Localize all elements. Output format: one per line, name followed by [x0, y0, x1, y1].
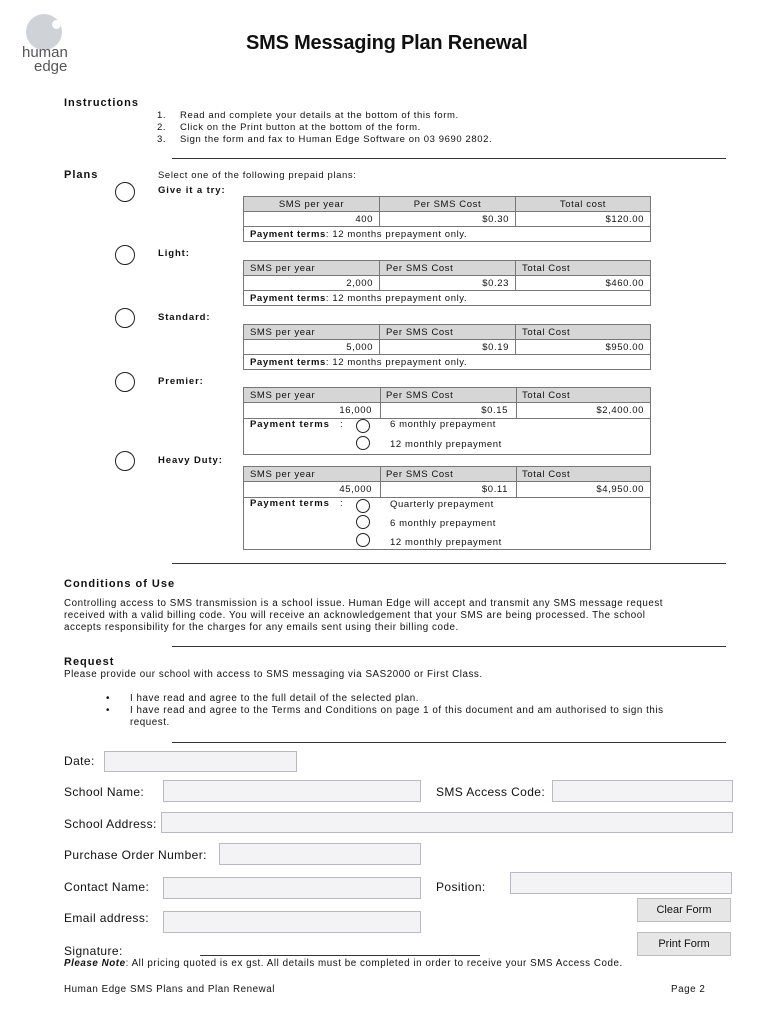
col-divider: [380, 388, 381, 418]
total-cost: $2,400.00: [596, 405, 644, 416]
conditions-line-2: received with a valid billing code. You will receive an acknowledgement that your SMS are being processed. The school: [64, 610, 646, 621]
signature-line: [200, 955, 480, 956]
divider: [172, 646, 726, 647]
bullet: •: [106, 705, 110, 716]
payment-terms-label: Payment terms: [250, 419, 330, 430]
col-header: Total cost: [516, 197, 651, 212]
payment-terms-label: Payment terms: [250, 292, 326, 304]
position-label: Position:: [436, 880, 486, 894]
conditions-heading: Conditions of Use: [64, 578, 176, 590]
payment-terms-label: Payment terms: [250, 498, 330, 509]
plan-radio-standard[interactable]: [115, 308, 135, 328]
per-sms-cost: $0.23: [380, 276, 516, 291]
request-bullet-2-cont: request.: [130, 717, 170, 728]
plan-table: [243, 466, 651, 550]
plan-radio-give-it-a-try[interactable]: [115, 182, 135, 202]
total-cost: $120.00: [516, 212, 651, 227]
page-title: SMS Messaging Plan Renewal: [246, 32, 528, 54]
conditions-line-1: Controlling access to SMS transmission is a school issue. Human Edge will accept and transmit any SMS message request: [64, 598, 664, 609]
plan-table: [243, 196, 651, 242]
per-sms-cost: $0.19: [380, 340, 516, 355]
position-input[interactable]: [510, 872, 732, 894]
col-header: SMS per year: [250, 390, 316, 401]
school-name-label: School Name:: [64, 785, 145, 799]
heavy-duty-quarterly-radio[interactable]: [356, 499, 370, 513]
per-sms-cost: $0.11: [481, 484, 508, 495]
col-divider: [516, 388, 517, 418]
school-address-input[interactable]: [161, 812, 733, 833]
print-form-button[interactable]: Print Form: [637, 932, 731, 956]
school-address-label: School Address:: [64, 817, 157, 831]
email-label: Email address:: [64, 911, 149, 925]
heavy-duty-6-monthly-radio[interactable]: [356, 515, 370, 529]
instruction-text-1: Read and complete your details at the bottom of this form.: [180, 110, 459, 121]
payment-terms-text: : 12 months prepayment only.: [325, 356, 468, 368]
col-header: Per SMS Cost: [380, 261, 516, 276]
plan-name: Heavy Duty:: [158, 455, 223, 466]
plan-radio-premier[interactable]: [115, 372, 135, 392]
plan-radio-heavy-duty[interactable]: [115, 451, 135, 471]
bullet: •: [106, 693, 110, 704]
po-number-label: Purchase Order Number:: [64, 848, 207, 862]
col-header: Total Cost: [516, 325, 651, 340]
col-header: SMS per year: [244, 261, 380, 276]
per-sms-cost: $0.15: [481, 405, 508, 416]
col-header: Total Cost: [522, 390, 571, 401]
logo-text-human: human: [22, 44, 68, 61]
conditions-line-3: accepts responsibility for the charges for any emails sent using their billing code.: [64, 622, 459, 633]
plan-radio-light[interactable]: [115, 245, 135, 265]
divider: [172, 158, 726, 159]
plan-name: Light:: [158, 248, 190, 259]
footer-left: Human Edge SMS Plans and Plan Renewal: [64, 984, 275, 995]
instruction-text-2: Click on the Print button at the bottom of the form.: [180, 122, 421, 133]
col-header: SMS per year: [250, 469, 316, 480]
payment-terms-colon: :: [340, 498, 344, 509]
po-number-input[interactable]: [219, 843, 421, 865]
plans-heading: Plans: [64, 169, 99, 181]
sms-per-year: 2,000: [244, 276, 380, 291]
request-bullet-2: I have read and agree to the Terms and Conditions on page 1 of this document and am authorised to sign this: [130, 705, 664, 716]
logo-mark-dot: [52, 20, 61, 29]
clear-form-button[interactable]: Clear Form: [637, 898, 731, 922]
payment-option: 6 monthly prepayment: [390, 518, 496, 529]
sms-per-year: 16,000: [339, 405, 372, 416]
sms-access-code-label: SMS Access Code:: [436, 785, 546, 799]
total-cost: $4,950.00: [596, 484, 644, 495]
col-header: Per SMS Cost: [386, 469, 454, 480]
note-text: : All pricing quoted is ex gst. All details must be completed in order to receive your SMS Access Code.: [125, 958, 623, 969]
sms-per-year: 400: [244, 212, 380, 227]
premier-12-monthly-radio[interactable]: [356, 436, 370, 450]
sms-access-code-input[interactable]: [552, 780, 733, 802]
school-name-input[interactable]: [163, 780, 421, 802]
email-input[interactable]: [163, 911, 421, 933]
col-header: Total Cost: [516, 261, 651, 276]
pricing-note: [64, 958, 623, 970]
sms-per-year: 5,000: [244, 340, 380, 355]
date-label: Date:: [64, 754, 95, 768]
instruction-text-3: Sign the form and fax to Human Edge Software on 03 9690 2802.: [180, 134, 493, 145]
premier-6-monthly-radio[interactable]: [356, 419, 370, 433]
instruction-num-1: 1.: [157, 110, 167, 121]
plan-name: Premier:: [158, 376, 204, 387]
plan-name: Give it a try:: [158, 185, 226, 196]
request-heading: Request: [64, 656, 115, 668]
plan-table: [243, 324, 651, 370]
request-intro: Please provide our school with access to SMS messaging via SAS2000 or First Class.: [64, 669, 483, 680]
payment-terms-label: Payment terms: [250, 356, 326, 368]
request-bullet-1: I have read and agree to the full detail of the selected plan.: [130, 693, 419, 704]
plan-table: [243, 260, 651, 306]
plans-intro: Select one of the following prepaid plans:: [158, 170, 357, 181]
sms-per-year: 45,000: [339, 484, 372, 495]
instructions-heading: Instructions: [64, 97, 139, 109]
instruction-num-2: 2.: [157, 122, 167, 133]
payment-option: 6 monthly prepayment: [390, 419, 496, 430]
divider: [172, 742, 726, 743]
payment-terms-colon: :: [340, 419, 344, 430]
logo-text-edge: edge: [34, 58, 68, 75]
col-header: Total Cost: [522, 469, 571, 480]
plan-name: Standard:: [158, 312, 211, 323]
col-header: SMS per year: [244, 325, 380, 340]
instruction-num-3: 3.: [157, 134, 167, 145]
payment-terms-label: Payment terms: [250, 228, 326, 240]
col-header: Per SMS Cost: [380, 197, 516, 212]
date-input[interactable]: [104, 751, 297, 772]
col-divider: [516, 467, 517, 497]
col-header: Per SMS Cost: [386, 390, 454, 401]
payment-terms-text: : 12 months prepayment only.: [325, 228, 468, 240]
payment-option: 12 monthly prepayment: [390, 439, 502, 450]
payment-option: 12 monthly prepayment: [390, 537, 502, 548]
heavy-duty-12-monthly-radio[interactable]: [356, 533, 370, 547]
divider: [172, 563, 726, 564]
total-cost: $460.00: [516, 276, 651, 291]
signature-label: Signature:: [64, 944, 123, 958]
contact-name-input[interactable]: [163, 877, 421, 899]
col-divider: [380, 467, 381, 497]
payment-terms-text: : 12 months prepayment only.: [325, 292, 468, 304]
per-sms-cost: $0.30: [380, 212, 516, 227]
col-header: SMS per year: [244, 197, 380, 212]
col-header: Per SMS Cost: [380, 325, 516, 340]
footer-page: Page 2: [671, 984, 706, 995]
total-cost: $950.00: [516, 340, 651, 355]
contact-name-label: Contact Name:: [64, 880, 150, 894]
plan-table: [243, 387, 651, 455]
payment-option: Quarterly prepayment: [390, 499, 494, 510]
note-label: Please Note: [64, 958, 126, 969]
